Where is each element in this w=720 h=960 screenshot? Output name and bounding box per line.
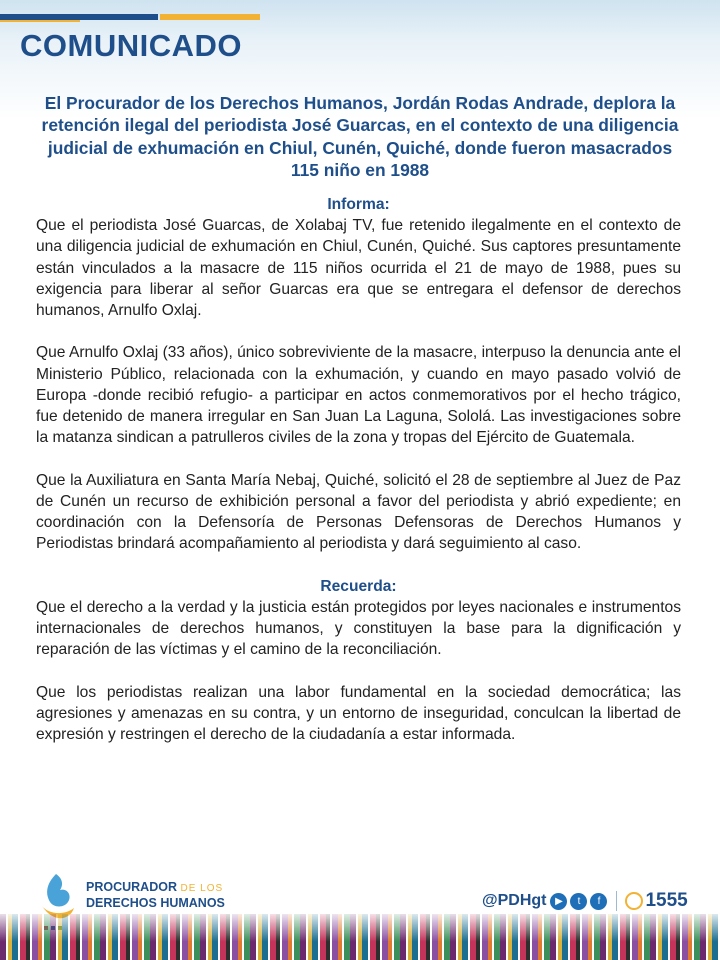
social-bar xyxy=(482,890,688,912)
informa-heading: Informa: xyxy=(327,196,390,213)
twitter-icon[interactable]: t xyxy=(570,893,587,910)
recuerda-heading: Recuerda: xyxy=(320,577,397,595)
headline: El Procurador de los Derechos Humanos, Jordán Rodas Andrade, deplora la retención ilegal del periodista José Guarcas, en el contexto de una diligencia judicial de exhumación en Chiul, Cunén, Quiché, donde fueron masacrados 115 niño en 1988 xyxy=(41,93,679,181)
recuerda-paragraph: Que el derecho a la verdad y la justicia están protegidos por leyes nacionales e instrumentos internacionales de derechos humanos, y constituyen la base para la dignificación y reparación de las víctimas y el camino de la reconciliación. xyxy=(36,598,681,659)
communique-body xyxy=(36,194,681,745)
footer xyxy=(0,860,720,960)
informa-paragraph: Que el periodista José Guarcas, de Xolabaj TV, fue retenido ilegalmente en el contexto de una diligencia judicial de exhumación en Chiul, Cunén, Quiché. Sus captores presuntamente están vinculados a la masacre de 115 niños ocurrida el 21 de mayo de 1988, pues su exigencia para liberar al señor Guarcas era que se entregara el defensor de derechos humanos, Arnulfo Oxlaj. xyxy=(36,217,681,320)
informa-paragraph: Que la Auxiliatura en Santa María Nebaj, Quiché, solicitó el 28 de septiembre al Juez de Paz de Cunén un recurso de exhibición personal a favor del periodista y abrió expediente; en coordinación con la Defensoría de Personas Defensoras de Derechos Humanos y Periodistas brindará acompañamiento al periodista y dará seguimiento al caso. xyxy=(36,471,681,553)
logo-line1-small: DE LOS xyxy=(180,883,224,894)
header-stripe-yellow xyxy=(160,14,260,20)
recuerda-paragraph: Que los periodistas realizan una labor fundamental en la sociedad democrática; las agresiones y amenazas en su contra, y un entorno de inseguridad, conculcan la libertad de expresión y restringen el derecho de la ciudadanía a estar informada. xyxy=(36,683,681,744)
social-divider xyxy=(616,891,617,911)
logo-line2: DERECHOS HUMANOS xyxy=(86,896,225,910)
logo-line1: PROCURADOR xyxy=(86,880,177,894)
logo-wordmark xyxy=(86,880,225,911)
informa-paragraph: Que Arnulfo Oxlaj (33 años), único sobreviviente de la masacre, interpuso la denuncia ante el Ministerio Público, relacionada con la exhumación, y cuando en mayo pasado volvió de Europa -donde recibió refugio- a participar en actos conmemorativos por el hecho trágico, fue detenido de manera irregular en San Juan La Laguna, Sololá. Las investigaciones sobre la matanza sindican a patrulleros civiles de la zona y tropas del Ejército de Guatemala. xyxy=(36,344,681,447)
play-icon[interactable]: ▶ xyxy=(550,893,567,910)
phone-icon xyxy=(625,892,643,910)
page-title: COMUNICADO xyxy=(20,28,242,63)
social-handle[interactable]: @PDHgt xyxy=(482,892,547,909)
hotline-number: 1555 xyxy=(645,890,688,911)
header-stripe-accent xyxy=(0,20,80,22)
hotline[interactable] xyxy=(625,890,687,912)
facebook-icon[interactable]: f xyxy=(590,893,607,910)
textile-border xyxy=(0,914,720,960)
